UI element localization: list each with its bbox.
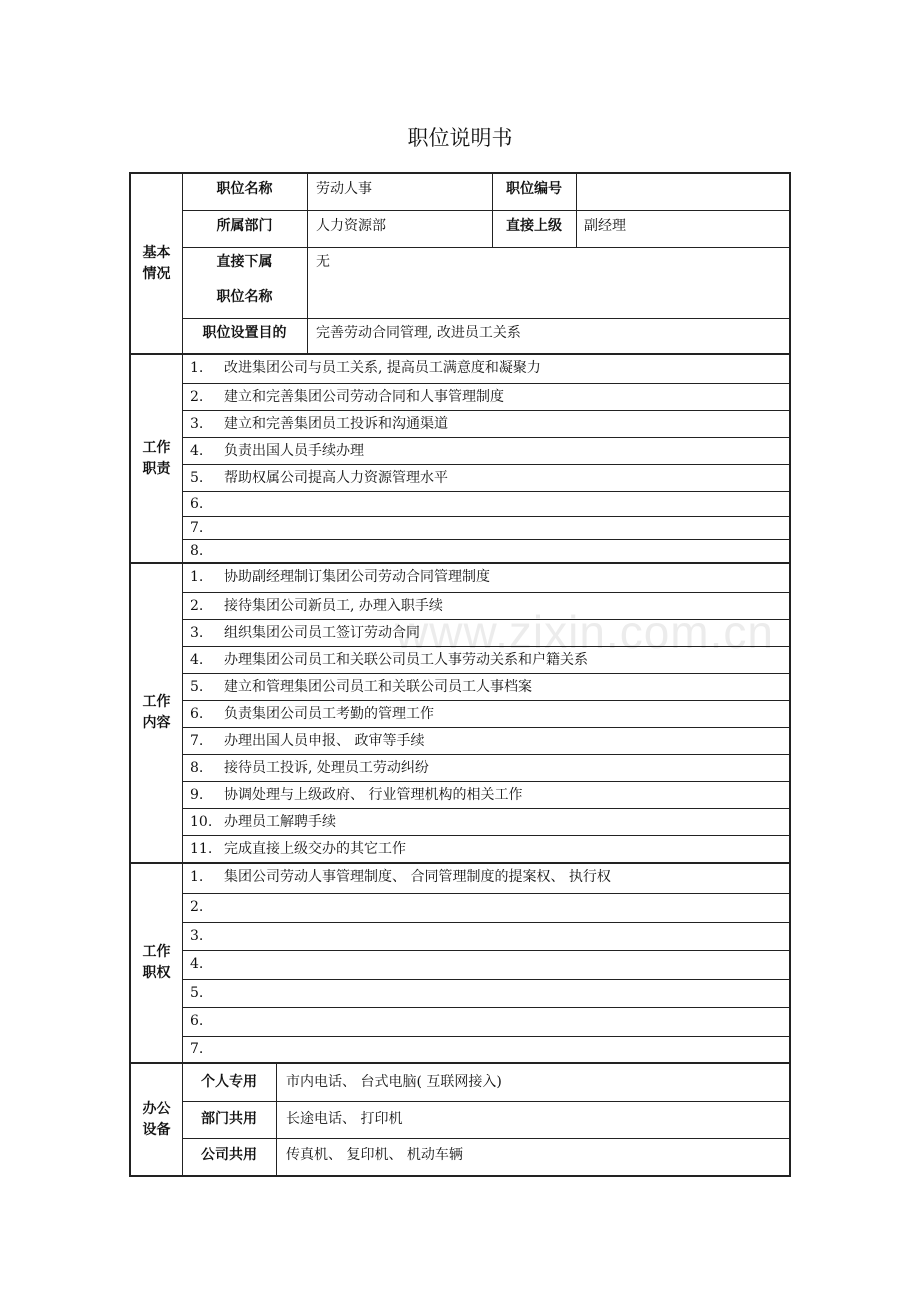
- item-text: 接待集团公司新员工, 办理入职手续: [224, 598, 443, 614]
- section-label-line: 内容: [142, 715, 171, 731]
- item-number: 7.: [190, 520, 204, 536]
- position-no-label: 职位编号: [506, 181, 562, 197]
- list-item: [182, 1007, 789, 1036]
- purpose-value: 完善劳动合同管理, 改进员工关系: [316, 325, 521, 341]
- item-text: 完成直接上级交办的其它工作: [224, 841, 406, 857]
- duties-section-label: [131, 355, 183, 562]
- superior-value: 副经理: [584, 218, 626, 234]
- item-number: 8.: [190, 760, 204, 776]
- item-number: 3.: [190, 416, 204, 432]
- item-number: 7.: [190, 733, 204, 749]
- item-text: 办理出国人员申报、 政审等手续: [224, 733, 425, 749]
- item-text: 建立和完善集团员工投诉和沟通渠道: [224, 416, 448, 432]
- authority-section: [129, 862, 791, 1064]
- item-text: 接待员工投诉, 处理员工劳动纠纷: [224, 760, 429, 776]
- superior-label: 直接上级: [506, 218, 562, 234]
- list-item: [182, 864, 789, 893]
- item-text: 协调处理与上级政府、 行业管理机构的相关工作: [224, 787, 523, 803]
- item-number: 9.: [190, 787, 204, 803]
- list-item: [182, 464, 789, 491]
- item-number: 7.: [190, 1041, 204, 1057]
- subordinate-label-line1: 直接下属: [216, 254, 273, 270]
- item-text: 建立和完善集团公司劳动合同和人事管理制度: [224, 389, 504, 405]
- item-text: 组织集团公司员工签订劳动合同: [224, 625, 420, 641]
- item-text: 协助副经理制订集团公司劳动合同管理制度: [224, 569, 490, 585]
- watermark: www.zixin.com.cn: [395, 606, 774, 658]
- equipment-value-department: 长途电话、 打印机: [286, 1111, 403, 1127]
- list-item: [182, 592, 789, 619]
- item-text: 改进集团公司与员工关系, 提高员工满意度和凝聚力: [224, 360, 541, 376]
- list-item: [182, 410, 789, 437]
- item-text: 帮助权属公司提高人力资源管理水平: [224, 470, 448, 486]
- department-value: 人力资源部: [316, 218, 386, 234]
- purpose-label: 职位设置目的: [202, 325, 287, 341]
- content-section: [129, 562, 791, 864]
- item-text: 负责出国人员手续办理: [224, 443, 364, 459]
- equipment-value-company: 传真机、 复印机、 机动车辆: [286, 1147, 463, 1163]
- section-label-line: 工作: [142, 944, 171, 960]
- list-item: [182, 950, 789, 979]
- item-text: 建立和管理集团公司员工和关联公司员工人事档案: [224, 679, 532, 695]
- item-number: 5.: [190, 985, 204, 1001]
- list-item: [182, 700, 789, 727]
- content-section-label: [131, 564, 183, 862]
- list-item: [182, 383, 789, 410]
- equipment-label-personal: 个人专用: [201, 1074, 257, 1090]
- department-label: 所属部门: [216, 218, 273, 234]
- list-item: [182, 516, 789, 539]
- item-number: 2.: [190, 899, 204, 915]
- item-number: 1.: [190, 869, 204, 885]
- list-item: [182, 893, 789, 922]
- list-item: [182, 781, 789, 808]
- list-item: [182, 539, 789, 562]
- list-item: [182, 646, 789, 673]
- item-number: 6.: [190, 1013, 204, 1029]
- item-number: 1.: [190, 569, 204, 585]
- section-label-line: 工作: [142, 694, 171, 710]
- list-item: [182, 727, 789, 754]
- list-item: [182, 355, 789, 383]
- item-text: 负责集团公司员工考勤的管理工作: [224, 706, 434, 722]
- item-text: 办理员工解聘手续: [224, 814, 336, 830]
- item-number: 5.: [190, 679, 204, 695]
- list-item: [182, 1036, 789, 1062]
- equipment-section: [129, 1062, 791, 1177]
- list-item: [182, 922, 789, 950]
- basic-info-section: [129, 172, 791, 355]
- position-name-value: 劳动人事: [316, 181, 372, 197]
- list-item: [182, 673, 789, 700]
- item-number: 8.: [190, 543, 204, 559]
- item-number: 11.: [190, 841, 213, 857]
- item-number: 5.: [190, 470, 204, 486]
- page-title: 职位说明书: [407, 126, 513, 150]
- list-item: [182, 491, 789, 516]
- item-text: 办理集团公司员工和关联公司员工人事劳动关系和户籍关系: [224, 652, 588, 668]
- list-item: [182, 564, 789, 592]
- equipment-label-department: 部门共用: [201, 1111, 257, 1127]
- section-label-line: 职责: [142, 460, 171, 477]
- equipment-section-label: [131, 1064, 183, 1175]
- list-item: [182, 835, 789, 862]
- equipment-value-personal: 市内电话、 台式电脑( 互联网接入): [286, 1074, 502, 1090]
- list-item: [182, 808, 789, 835]
- item-number: 6.: [190, 496, 204, 512]
- section-label-line: 设备: [142, 1121, 171, 1138]
- section-label-line: 办公: [142, 1100, 171, 1117]
- section-label-line: 基本: [142, 244, 171, 261]
- item-number: 2.: [190, 598, 204, 614]
- position-name-label: 职位名称: [216, 181, 273, 197]
- duties-section: [129, 353, 791, 564]
- subordinate-value: 无: [316, 254, 330, 270]
- item-number: 4.: [190, 956, 204, 972]
- item-number: 4.: [190, 443, 204, 459]
- list-item: [182, 979, 789, 1007]
- item-number: 2.: [190, 389, 204, 405]
- item-number: 6.: [190, 706, 204, 722]
- section-label-line: 情况: [142, 265, 171, 282]
- basic-info-section-label: [131, 174, 183, 353]
- item-text: 集团公司劳动人事管理制度、 合同管理制度的提案权、 执行权: [224, 869, 611, 885]
- item-number: 1.: [190, 360, 204, 376]
- list-item: [182, 437, 789, 464]
- authority-section-label: [131, 864, 183, 1062]
- equipment-label-company: 公司共用: [201, 1147, 257, 1163]
- section-label-line: 职权: [142, 965, 171, 981]
- item-number: 4.: [190, 652, 204, 668]
- list-item: [182, 754, 789, 781]
- section-label-line: 工作: [142, 439, 171, 456]
- subordinate-label-line2: 职位名称: [216, 289, 273, 305]
- item-number: 3.: [190, 625, 204, 641]
- list-item: [182, 619, 789, 646]
- item-number: 3.: [190, 928, 204, 944]
- item-number: 10.: [190, 814, 213, 830]
